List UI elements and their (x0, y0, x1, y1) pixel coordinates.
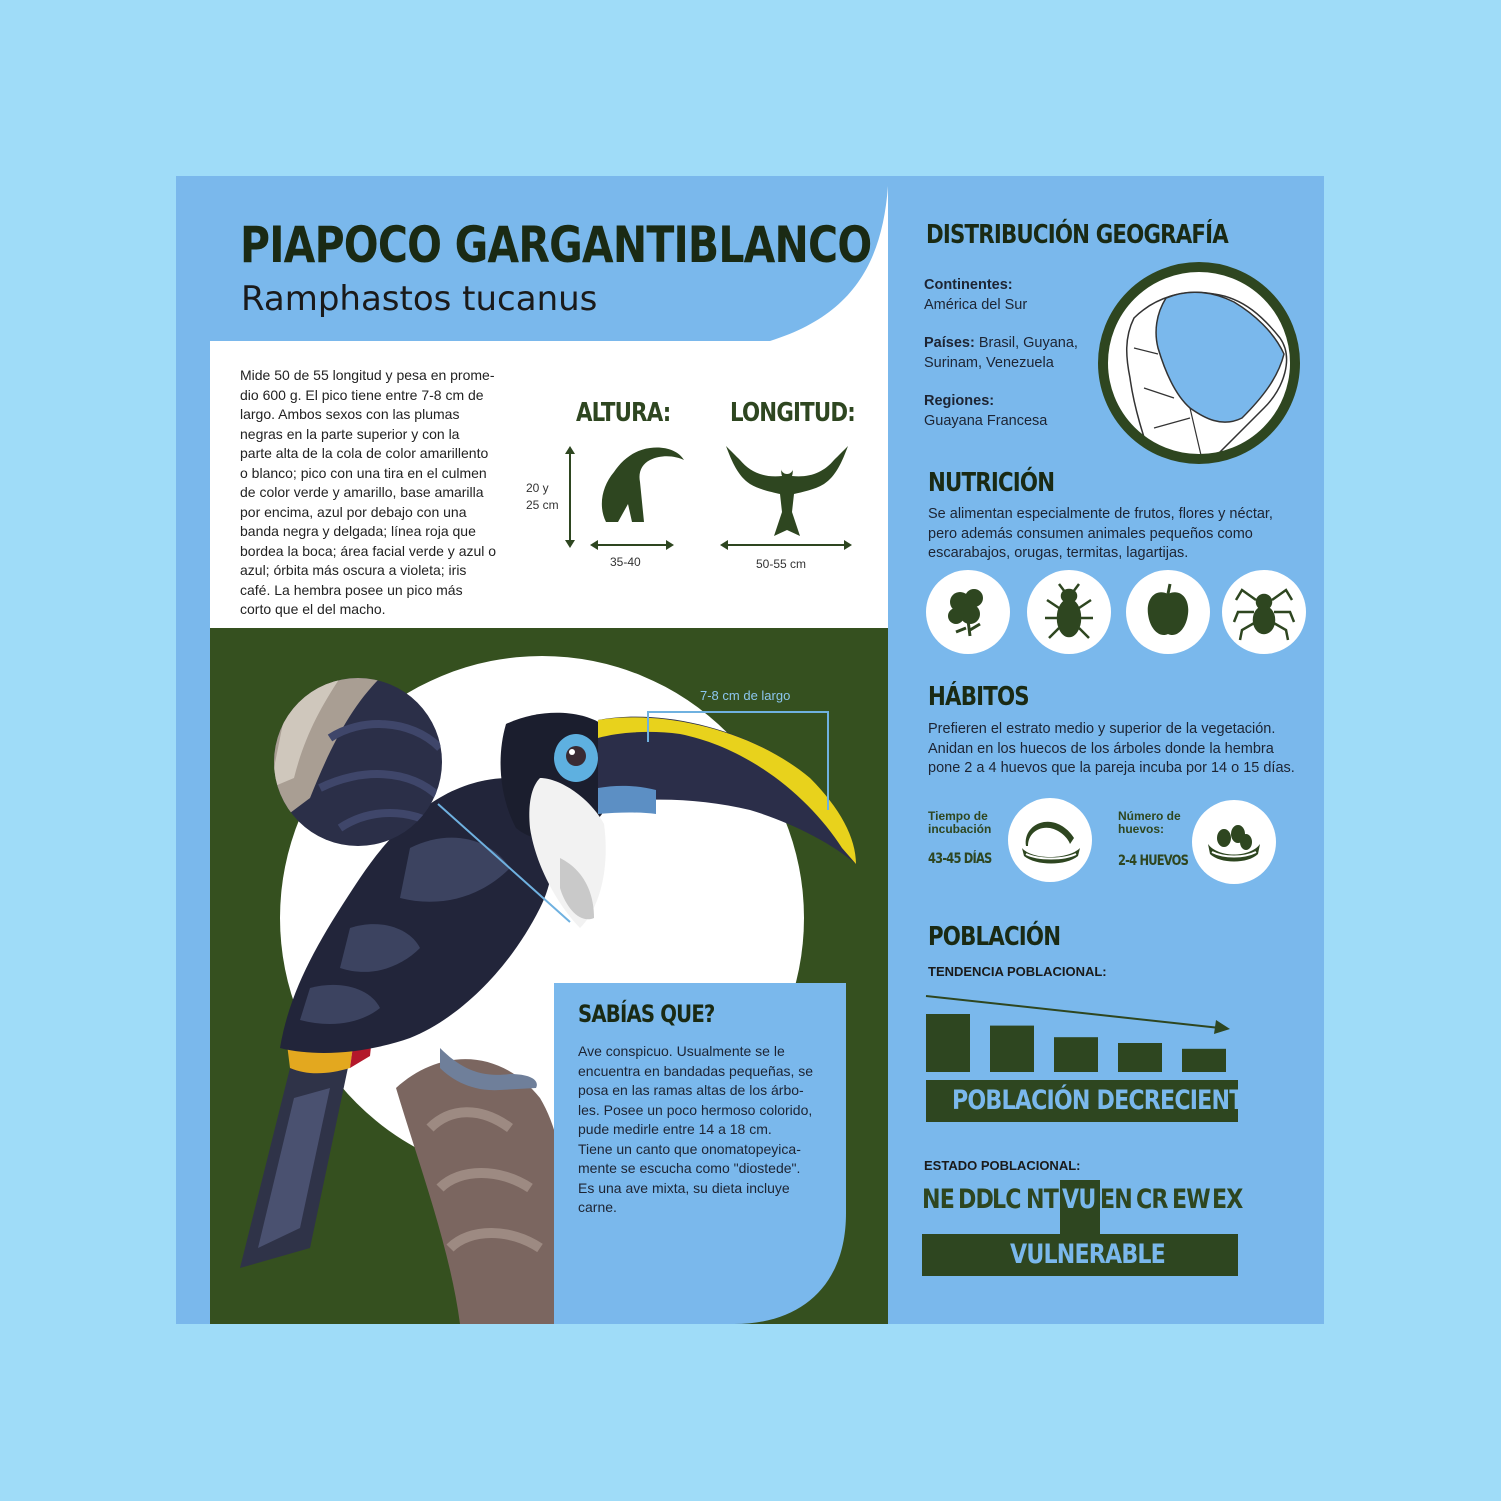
feather-closeup (270, 678, 450, 848)
eggs-value: 2-4 HUEVOS (1118, 853, 1189, 869)
description-line: negras en la parte superior y con la (240, 425, 460, 442)
status-code-ew: EW (1172, 1184, 1210, 1215)
height-arrow (562, 444, 578, 550)
south-america-map-icon (1094, 258, 1304, 468)
trend-bar (926, 1014, 970, 1072)
trend-bar (1054, 1037, 1098, 1072)
habits-text: Prefieren el estrato medio y superior de la vegetación. Anidan en los huecos de los árboles donde la hembra pone 2 a 4 huevos que la pareja incuba por 14 o 15 días. (928, 721, 1295, 776)
description-line: banda negra y delgada; línea roja que (240, 523, 476, 539)
height-width-value: 35-40 (610, 555, 641, 569)
fun-fact-text: Ave conspicuo. Usualmente se le encuentra en bandadas pequeñas, se posa en las ramas altas de los árbo- les. Posee un poco hermoso colorido, pude medirle entre 14 a 18 cm. Tiene un canto que onomatopeyica- mente se escucha como "diostede". Es una ave mixta, su dieta incluye carne. (578, 1043, 814, 1215)
fruit-icon (1126, 570, 1210, 654)
countries-value-2: Surinam, Venezuela (924, 354, 1054, 371)
distribution-title: DISTRIBUCIÓN GEOGRAFÍA (926, 220, 1228, 250)
beak-annotation-label: 7-8 cm de largo (700, 688, 791, 703)
continents-label: Continentes: (924, 277, 1013, 293)
description-line: café. La hembra posee un pico más (240, 581, 463, 598)
beetle-icon (1027, 570, 1111, 654)
description-line: azul; órbita más oscura a violeta; iris (240, 562, 467, 578)
height-width-arrow (588, 538, 676, 552)
description-line: dio 600 g. El pico tiene entre 7-8 cm de (240, 386, 484, 403)
description (240, 366, 530, 620)
eggs-label: Número de huevos: (1118, 809, 1181, 836)
status-code-cr: CR (1136, 1184, 1168, 1215)
toucan-silhouette-icon (592, 442, 688, 526)
description-line: Mide 50 de 55 longitud y pesa en prome- (240, 367, 495, 383)
trend-label: TENDENCIA POBLACIONAL: (928, 964, 1107, 979)
countries-label: Países: (924, 335, 975, 351)
beak-annotation-bracket (640, 710, 840, 820)
description-line: corto que el del macho. (240, 601, 386, 617)
continents-value: América del Sur (924, 296, 1028, 313)
status-code-ne: NE (922, 1184, 955, 1215)
description-line: largo. Ambos sexos con las plumas (240, 406, 460, 422)
height-value: 20 y 25 cm (526, 481, 559, 512)
trend-bar (1182, 1049, 1226, 1072)
height-label: ALTURA: (576, 398, 671, 428)
length-value: 50-55 cm (756, 557, 807, 571)
status-value: VULNERABLE (1010, 1239, 1165, 1270)
scientific-name: Ramphastos tucanus (241, 279, 598, 319)
nutrition-title: NUTRICIÓN (928, 468, 1055, 498)
toucan-scene (210, 628, 888, 1324)
left-column (210, 176, 888, 1324)
status-code-dd: DD (958, 1184, 994, 1215)
status-label: ESTADO POBLACIONAL: (924, 1158, 1081, 1173)
population-title: POBLACIÓN (928, 922, 1061, 952)
distribution-details (924, 276, 1094, 431)
description-line: de color verde y amarillo, base amarilla (240, 484, 484, 500)
regions-value: Guayana Francesa (924, 412, 1048, 429)
trend-value: POBLACIÓN DECRECIENTE (952, 1085, 1258, 1116)
page-title: PIAPOCO GARGANTIBLANCO (240, 216, 872, 274)
status-code-en: EN (1100, 1184, 1133, 1215)
status-value-banner (922, 1234, 1238, 1276)
wingspan-silhouette-icon (724, 442, 850, 540)
status-code-nt: NT (1026, 1184, 1058, 1215)
description-line: bordea la boca; área facial verde y azul o (240, 542, 497, 559)
closeup-pointer-line (430, 798, 580, 928)
egg-nest-icon (1192, 800, 1276, 884)
trend-value-banner (926, 1080, 1258, 1122)
spider-icon (1222, 570, 1306, 654)
population-trend-chart (924, 988, 1234, 1078)
status-code-lc: LC (992, 1184, 1021, 1215)
trend-bar (990, 1026, 1034, 1072)
regions-label: Regiones: (924, 393, 995, 409)
length-arrow (718, 538, 854, 552)
habits-title: HÁBITOS (928, 682, 1029, 712)
fun-fact-title: SABÍAS QUE? (578, 1000, 715, 1028)
description-line: parte alta de la cola de color amarillento (240, 445, 489, 461)
nesting-bird-icon (1008, 798, 1092, 882)
description-line: por encima, azul por debajo con una (240, 503, 467, 520)
length-label: LONGITUD: (730, 398, 855, 428)
flower-icon (926, 570, 1010, 654)
incubation-label: Tiempo de incubación (928, 809, 992, 836)
nutrition-text: Se alimentan especialmente de frutos, flores y néctar, pero además consumen animales pequeños como escarabajos, orugas, termitas, lagartijas. (928, 506, 1273, 561)
trend-bar (1118, 1043, 1162, 1072)
description-line: o blanco; pico con una tira en el culmen (240, 464, 487, 481)
incubation-value: 43-45 DÍAS (928, 851, 992, 867)
countries-value: Brasil, Guyana, (974, 335, 1078, 351)
poster (176, 176, 1324, 1324)
status-code-vu: VU (1062, 1184, 1096, 1215)
status-code-ex: EX (1212, 1184, 1243, 1215)
